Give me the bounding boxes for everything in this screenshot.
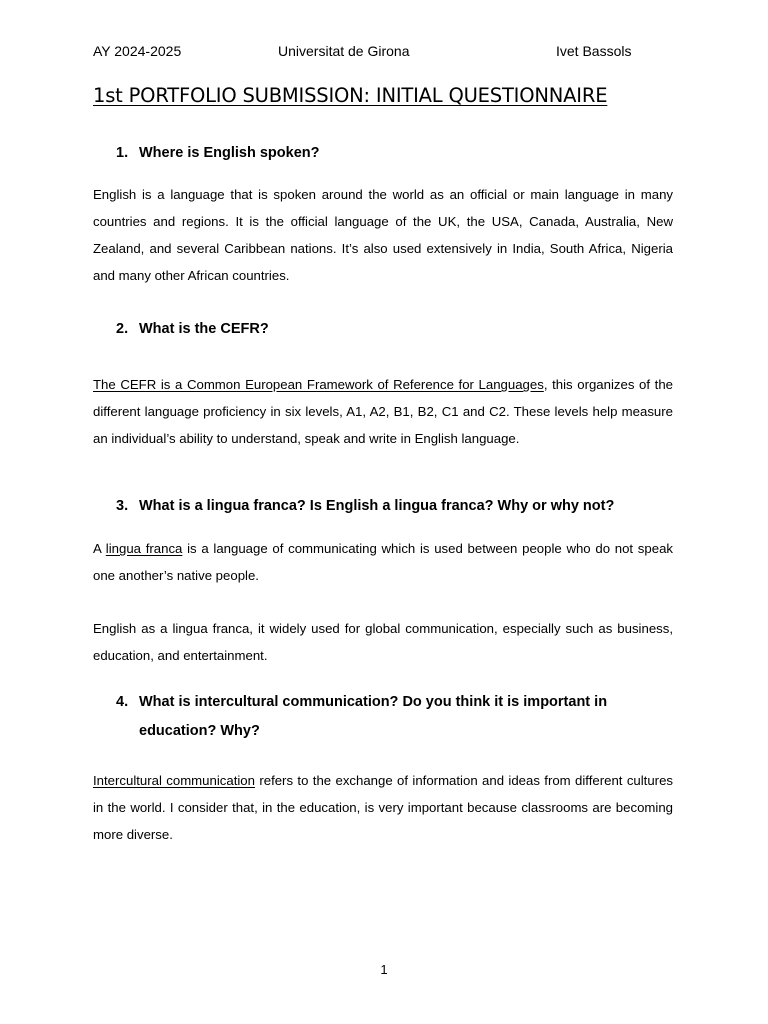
question-number: 4.	[116, 694, 129, 710]
question-text: What is the CEFR?	[139, 321, 269, 337]
answer-3-second-paragraph: English as a lingua franca, it widely used for global communication, especially such as business, education, and entertainment.	[93, 621, 673, 663]
answer-3-prefix: A	[93, 541, 106, 556]
question-3-heading	[116, 492, 636, 521]
question-number: 2.	[116, 321, 129, 337]
question-1-heading	[116, 139, 636, 168]
lingua-franca-underlined: lingua franca	[105, 541, 183, 556]
page-number: 1	[380, 962, 388, 977]
answer-1-paragraph: English is a language that is spoken around the world as an official or main language in many countries and regions. It is the official language of the UK, the USA, Canada, Australia, New Zealand, and several Caribbean nations. It’s also used extensively in India, South Africa, Nigeria and many other African countries.	[93, 187, 673, 283]
author-name: Ivet Bassols	[556, 43, 632, 59]
intercultural-communication-underlined: Intercultural communication	[93, 773, 255, 788]
document-title: 1st PORTFOLIO SUBMISSION: INITIAL QUESTIONNAIRE	[93, 84, 608, 107]
question-4-heading	[116, 688, 636, 746]
page-header	[93, 43, 673, 63]
question-text: What is a lingua franca? Is English a lingua franca? Why or why not?	[139, 498, 615, 514]
academic-year: AY 2024-2025	[93, 43, 182, 59]
answer-3-paragraph	[93, 535, 673, 589]
question-2-heading	[116, 315, 636, 344]
answer-4-text: refers to the exchange of information and ideas from different cultures in the world. I consider that, in the education, is very important because classrooms are becoming more diverse.	[93, 773, 673, 842]
answer-2-paragraph	[93, 371, 673, 452]
question-text: Where is English spoken?	[139, 145, 320, 161]
question-text: What is intercultural communication? Do you think it is important in education? Why?	[139, 694, 608, 739]
question-number: 3.	[116, 498, 129, 514]
answer-2-text: , this organizes of the different language proficiency in six levels, A1, A2, B1, B2, C1 and C2. These levels help measure an individual’s ability to understand, speak and write in English language.	[93, 377, 673, 446]
question-number: 1.	[116, 145, 129, 161]
cefr-definition-underlined: The CEFR is a Common European Framework of Reference for Languages	[93, 377, 544, 392]
answer-4-paragraph	[93, 767, 673, 848]
answer-3-text: is a language of communicating which is used between people who do not speak one another’s native people.	[93, 541, 673, 583]
university-name: Universitat de Girona	[278, 43, 410, 59]
